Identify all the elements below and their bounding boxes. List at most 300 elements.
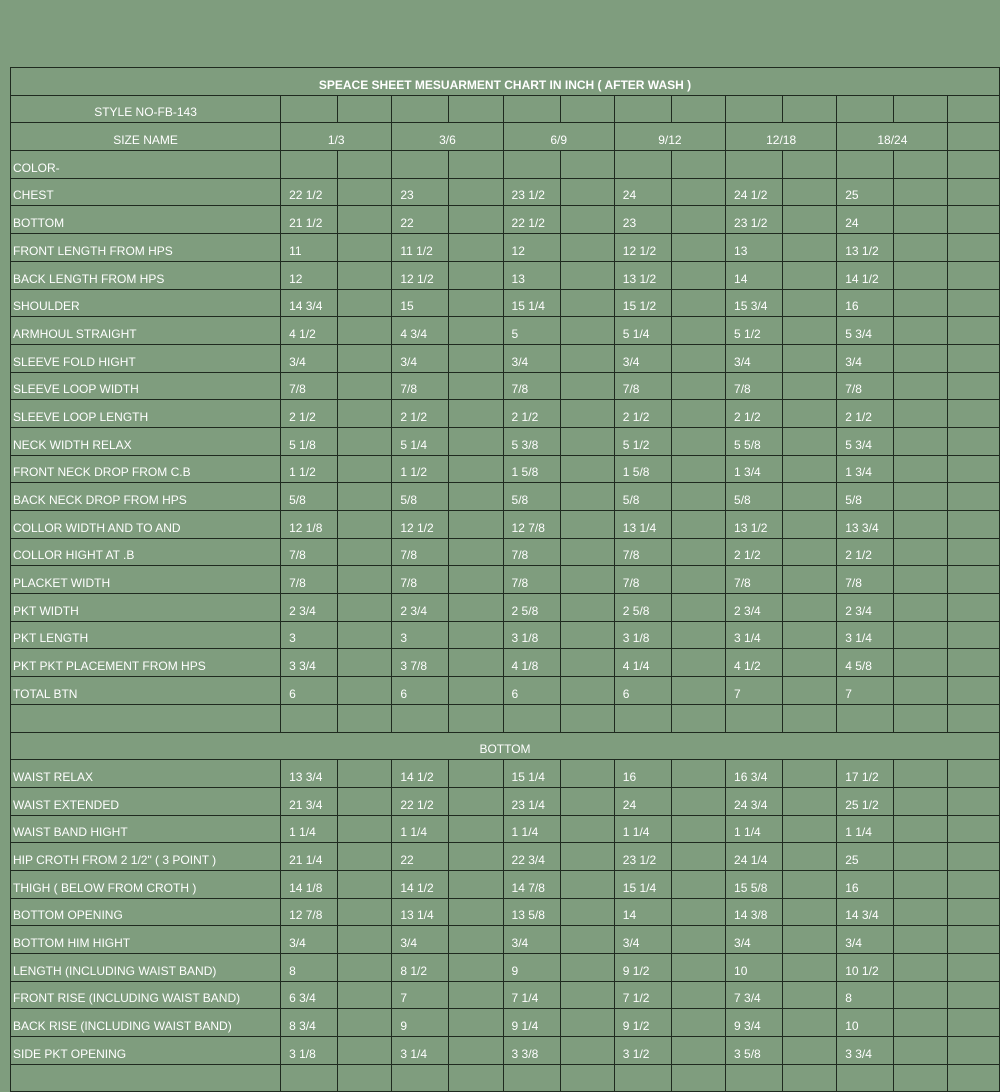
measurement-value: 1 1/2 bbox=[281, 455, 338, 483]
measurement-label: PKT PKT PLACEMENT FROM HPS bbox=[11, 649, 281, 677]
bottom-measurement-row bbox=[11, 870, 1000, 898]
measurement-value: 7/8 bbox=[392, 566, 449, 594]
bottom-section-row bbox=[11, 732, 1000, 760]
measurement-value: 3/4 bbox=[392, 926, 449, 954]
empty-cell bbox=[783, 1064, 837, 1092]
empty-cell bbox=[338, 870, 392, 898]
empty-cell bbox=[503, 704, 560, 732]
empty-cell bbox=[894, 289, 948, 317]
measurement-value: 7/8 bbox=[837, 372, 894, 400]
empty-cell bbox=[671, 455, 725, 483]
top-measurement-row bbox=[11, 372, 1000, 400]
empty-cell bbox=[560, 206, 614, 234]
measurement-value: 3/4 bbox=[837, 344, 894, 372]
empty-cell bbox=[783, 870, 837, 898]
measurement-value: 3 1/2 bbox=[614, 1037, 671, 1065]
empty-cell bbox=[503, 1064, 560, 1092]
measurement-value: 12 1/8 bbox=[281, 511, 338, 539]
empty-cell bbox=[783, 704, 837, 732]
measurement-value: 16 bbox=[614, 760, 671, 788]
empty-cell bbox=[671, 898, 725, 926]
measurement-value: 15 3/4 bbox=[726, 289, 783, 317]
empty-cell bbox=[560, 843, 614, 871]
measurement-value: 5/8 bbox=[392, 483, 449, 511]
empty-cell bbox=[671, 261, 725, 289]
measurement-value: 3 bbox=[392, 621, 449, 649]
measurement-value: 15 1/4 bbox=[614, 870, 671, 898]
measurement-label: FRONT NECK DROP FROM C.B bbox=[11, 455, 281, 483]
measurement-value: 7/8 bbox=[392, 538, 449, 566]
measurement-value: 1 1/4 bbox=[281, 815, 338, 843]
empty-cell bbox=[671, 566, 725, 594]
measurement-value: 24 1/4 bbox=[726, 843, 783, 871]
spacer-row bbox=[11, 704, 1000, 732]
top-measurement-row bbox=[11, 621, 1000, 649]
measurement-value: 25 bbox=[837, 178, 894, 206]
measurement-value: 2 1/2 bbox=[392, 400, 449, 428]
measurement-value: 2 1/2 bbox=[837, 400, 894, 428]
measurement-value: 6 bbox=[503, 677, 560, 705]
measurement-label: THIGH ( BELOW FROM CROTH ) bbox=[11, 870, 281, 898]
empty-cell bbox=[894, 843, 948, 871]
top-measurement-row bbox=[11, 178, 1000, 206]
measurement-value: 3 1/8 bbox=[281, 1037, 338, 1065]
measurement-value: 24 bbox=[837, 206, 894, 234]
measurement-value: 16 3/4 bbox=[726, 760, 783, 788]
empty-cell bbox=[894, 926, 948, 954]
measurement-value: 2 1/2 bbox=[726, 538, 783, 566]
measurement-value: 3 bbox=[281, 621, 338, 649]
empty-cell bbox=[671, 870, 725, 898]
empty-cell bbox=[783, 787, 837, 815]
empty-cell bbox=[948, 344, 1000, 372]
measurement-label: FRONT RISE (INCLUDING WAIST BAND) bbox=[11, 981, 281, 1009]
empty-cell bbox=[894, 511, 948, 539]
top-measurement-row bbox=[11, 511, 1000, 539]
empty-cell bbox=[837, 704, 894, 732]
measurement-label: BACK NECK DROP FROM HPS bbox=[11, 483, 281, 511]
measurement-value: 5 3/4 bbox=[837, 427, 894, 455]
empty-cell bbox=[338, 677, 392, 705]
empty-cell bbox=[560, 483, 614, 511]
measurement-value: 21 3/4 bbox=[281, 787, 338, 815]
empty-cell bbox=[449, 261, 503, 289]
top-measurement-row bbox=[11, 538, 1000, 566]
empty-cell bbox=[671, 926, 725, 954]
measurement-label: COLLOR HIGHT AT .B bbox=[11, 538, 281, 566]
measurement-label: SLEEVE LOOP LENGTH bbox=[11, 400, 281, 428]
measurement-value: 3/4 bbox=[503, 344, 560, 372]
empty-cell bbox=[894, 234, 948, 262]
style-row bbox=[11, 95, 1000, 123]
empty-cell bbox=[783, 400, 837, 428]
measurement-value: 21 1/2 bbox=[281, 206, 338, 234]
measurement-value: 7/8 bbox=[392, 372, 449, 400]
empty-cell bbox=[338, 344, 392, 372]
empty-cell bbox=[783, 898, 837, 926]
empty-cell bbox=[560, 427, 614, 455]
size-header: 1/3 bbox=[281, 123, 392, 151]
measurement-value: 4 1/4 bbox=[614, 649, 671, 677]
measurement-value: 6 bbox=[281, 677, 338, 705]
empty-cell bbox=[449, 843, 503, 871]
measurement-value: 7 bbox=[392, 981, 449, 1009]
empty-cell bbox=[948, 317, 1000, 345]
empty-cell bbox=[671, 760, 725, 788]
empty-cell bbox=[449, 538, 503, 566]
measurement-value: 3/4 bbox=[837, 926, 894, 954]
measurement-value: 23 1/2 bbox=[503, 178, 560, 206]
empty-cell bbox=[338, 400, 392, 428]
empty-cell bbox=[671, 372, 725, 400]
empty-cell bbox=[449, 760, 503, 788]
measurement-chart-table bbox=[10, 67, 1000, 1092]
measurement-value: 5 1/2 bbox=[614, 427, 671, 455]
measurement-label: WAIST BAND HIGHT bbox=[11, 815, 281, 843]
empty-cell bbox=[948, 843, 1000, 871]
measurement-value: 7/8 bbox=[837, 566, 894, 594]
empty-cell bbox=[560, 344, 614, 372]
measurement-value: 12 bbox=[503, 234, 560, 262]
measurement-value: 3/4 bbox=[726, 344, 783, 372]
measurement-value: 7/8 bbox=[614, 538, 671, 566]
measurement-label: PKT LENGTH bbox=[11, 621, 281, 649]
measurement-value: 13 bbox=[503, 261, 560, 289]
measurement-value: 3 3/4 bbox=[837, 1037, 894, 1065]
empty-cell bbox=[783, 455, 837, 483]
empty-cell bbox=[449, 317, 503, 345]
measurement-value: 1 1/4 bbox=[503, 815, 560, 843]
empty-cell bbox=[560, 261, 614, 289]
empty-cell bbox=[783, 815, 837, 843]
measurement-value: 16 bbox=[837, 870, 894, 898]
measurement-value: 12 1/2 bbox=[392, 511, 449, 539]
empty-cell bbox=[560, 704, 614, 732]
empty-cell bbox=[560, 787, 614, 815]
top-measurement-row bbox=[11, 427, 1000, 455]
measurement-value: 17 1/2 bbox=[837, 760, 894, 788]
measurement-value: 6 bbox=[614, 677, 671, 705]
measurement-value: 14 1/8 bbox=[281, 870, 338, 898]
bottom-measurement-row bbox=[11, 843, 1000, 871]
measurement-value: 14 bbox=[726, 261, 783, 289]
empty-cell bbox=[671, 843, 725, 871]
measurement-value: 5 1/4 bbox=[392, 427, 449, 455]
empty-cell bbox=[783, 206, 837, 234]
empty-cell bbox=[11, 1064, 281, 1092]
measurement-value: 7 bbox=[837, 677, 894, 705]
empty-cell bbox=[894, 206, 948, 234]
empty-cell bbox=[281, 1064, 338, 1092]
empty-cell bbox=[281, 95, 338, 123]
empty-cell bbox=[671, 594, 725, 622]
empty-cell bbox=[614, 95, 671, 123]
empty-cell bbox=[948, 870, 1000, 898]
measurement-value: 25 1/2 bbox=[837, 787, 894, 815]
empty-cell bbox=[783, 926, 837, 954]
measurement-value: 4 1/2 bbox=[281, 317, 338, 345]
empty-cell bbox=[783, 372, 837, 400]
empty-cell bbox=[338, 954, 392, 982]
empty-cell bbox=[948, 898, 1000, 926]
measurement-value: 23 bbox=[392, 178, 449, 206]
empty-cell bbox=[338, 649, 392, 677]
measurement-value: 7/8 bbox=[614, 372, 671, 400]
empty-cell bbox=[560, 511, 614, 539]
bottom-section-header: BOTTOM bbox=[11, 732, 1000, 760]
empty-cell bbox=[783, 1037, 837, 1065]
measurement-value: 14 1/2 bbox=[837, 261, 894, 289]
top-measurement-row bbox=[11, 677, 1000, 705]
measurement-value: 14 1/2 bbox=[392, 870, 449, 898]
empty-cell bbox=[338, 234, 392, 262]
measurement-label: SIDE PKT OPENING bbox=[11, 1037, 281, 1065]
empty-cell bbox=[894, 649, 948, 677]
measurement-value: 10 bbox=[837, 1009, 894, 1037]
empty-cell bbox=[726, 704, 783, 732]
measurement-value: 22 1/2 bbox=[503, 206, 560, 234]
empty-cell bbox=[560, 234, 614, 262]
measurement-value: 22 1/2 bbox=[392, 787, 449, 815]
empty-cell bbox=[449, 677, 503, 705]
empty-cell bbox=[894, 815, 948, 843]
empty-cell bbox=[948, 234, 1000, 262]
top-measurement-row bbox=[11, 344, 1000, 372]
measurement-label: CHEST bbox=[11, 178, 281, 206]
measurement-value: 2 1/2 bbox=[837, 538, 894, 566]
measurement-value: 3 1/8 bbox=[503, 621, 560, 649]
empty-cell bbox=[338, 815, 392, 843]
measurement-value: 14 1/2 bbox=[392, 760, 449, 788]
top-measurement-row bbox=[11, 206, 1000, 234]
empty-cell bbox=[614, 704, 671, 732]
empty-cell bbox=[338, 483, 392, 511]
measurement-value: 3 5/8 bbox=[726, 1037, 783, 1065]
measurement-value: 3 1/4 bbox=[392, 1037, 449, 1065]
empty-cell bbox=[783, 981, 837, 1009]
measurement-value: 7/8 bbox=[726, 566, 783, 594]
top-measurement-row bbox=[11, 317, 1000, 345]
measurement-value: 12 1/2 bbox=[614, 234, 671, 262]
measurement-label: WAIST EXTENDED bbox=[11, 787, 281, 815]
empty-cell bbox=[948, 511, 1000, 539]
top-measurement-row bbox=[11, 483, 1000, 511]
measurement-value: 21 1/4 bbox=[281, 843, 338, 871]
empty-cell bbox=[894, 455, 948, 483]
measurement-value: 14 3/4 bbox=[837, 898, 894, 926]
spacer-row bbox=[11, 1064, 1000, 1092]
empty-cell bbox=[560, 815, 614, 843]
measurement-value: 10 bbox=[726, 954, 783, 982]
measurement-value: 3 3/4 bbox=[281, 649, 338, 677]
measurement-value: 24 1/2 bbox=[726, 178, 783, 206]
empty-cell bbox=[338, 427, 392, 455]
measurement-value: 11 bbox=[281, 234, 338, 262]
empty-cell bbox=[449, 206, 503, 234]
empty-cell bbox=[894, 1037, 948, 1065]
top-measurement-row bbox=[11, 289, 1000, 317]
measurement-value: 23 bbox=[614, 206, 671, 234]
empty-cell bbox=[783, 594, 837, 622]
empty-cell bbox=[671, 427, 725, 455]
empty-cell bbox=[449, 1009, 503, 1037]
measurement-value: 2 3/4 bbox=[392, 594, 449, 622]
measurement-value: 2 1/2 bbox=[503, 400, 560, 428]
measurement-value: 15 1/4 bbox=[503, 289, 560, 317]
measurement-value: 9 1/4 bbox=[503, 1009, 560, 1037]
empty-cell bbox=[560, 372, 614, 400]
empty-cell bbox=[783, 95, 837, 123]
empty-cell bbox=[894, 178, 948, 206]
empty-cell bbox=[338, 981, 392, 1009]
empty-cell bbox=[560, 1037, 614, 1065]
empty-cell bbox=[338, 455, 392, 483]
measurement-value: 11 1/2 bbox=[392, 234, 449, 262]
top-measurement-row bbox=[11, 261, 1000, 289]
measurement-label: PKT WIDTH bbox=[11, 594, 281, 622]
measurement-label: BOTTOM OPENING bbox=[11, 898, 281, 926]
empty-cell bbox=[338, 206, 392, 234]
measurement-value: 5/8 bbox=[614, 483, 671, 511]
measurement-value: 1 5/8 bbox=[614, 455, 671, 483]
empty-cell bbox=[449, 289, 503, 317]
measurement-value: 7/8 bbox=[281, 372, 338, 400]
top-measurement-row bbox=[11, 400, 1000, 428]
empty-cell bbox=[338, 621, 392, 649]
empty-cell bbox=[948, 427, 1000, 455]
empty-cell bbox=[948, 787, 1000, 815]
color-label: COLOR- bbox=[11, 151, 281, 179]
empty-cell bbox=[671, 538, 725, 566]
empty-cell bbox=[449, 981, 503, 1009]
empty-cell bbox=[281, 704, 338, 732]
empty-cell bbox=[783, 511, 837, 539]
empty-cell bbox=[948, 760, 1000, 788]
measurement-value: 3/4 bbox=[726, 926, 783, 954]
measurement-value: 5 1/4 bbox=[614, 317, 671, 345]
empty-cell bbox=[560, 566, 614, 594]
empty-cell bbox=[894, 483, 948, 511]
measurement-value: 1 5/8 bbox=[503, 455, 560, 483]
empty-cell bbox=[449, 178, 503, 206]
measurement-label: PLACKET WIDTH bbox=[11, 566, 281, 594]
measurement-value: 3 1/4 bbox=[726, 621, 783, 649]
empty-cell bbox=[449, 649, 503, 677]
measurement-value: 24 bbox=[614, 178, 671, 206]
measurement-value: 5 5/8 bbox=[726, 427, 783, 455]
empty-cell bbox=[671, 400, 725, 428]
measurement-value: 10 1/2 bbox=[837, 954, 894, 982]
empty-cell bbox=[783, 427, 837, 455]
measurement-label: WAIST RELAX bbox=[11, 760, 281, 788]
empty-cell bbox=[948, 123, 1000, 151]
measurement-value: 15 1/2 bbox=[614, 289, 671, 317]
empty-cell bbox=[560, 898, 614, 926]
empty-cell bbox=[449, 926, 503, 954]
measurement-value: 1 1/4 bbox=[837, 815, 894, 843]
empty-cell bbox=[338, 178, 392, 206]
measurement-value: 4 3/4 bbox=[392, 317, 449, 345]
empty-cell bbox=[948, 815, 1000, 843]
measurement-label: LENGTH (INCLUDING WAIST BAND) bbox=[11, 954, 281, 982]
empty-cell bbox=[671, 1064, 725, 1092]
measurement-value: 3 1/8 bbox=[614, 621, 671, 649]
measurement-value: 24 3/4 bbox=[726, 787, 783, 815]
empty-cell bbox=[560, 981, 614, 1009]
measurement-value: 7/8 bbox=[503, 566, 560, 594]
measurement-value: 5/8 bbox=[837, 483, 894, 511]
measurement-value: 9 bbox=[503, 954, 560, 982]
empty-cell bbox=[449, 566, 503, 594]
empty-cell bbox=[783, 954, 837, 982]
empty-cell bbox=[338, 926, 392, 954]
empty-cell bbox=[338, 1037, 392, 1065]
empty-cell bbox=[894, 981, 948, 1009]
measurement-value: 5 1/8 bbox=[281, 427, 338, 455]
title-row bbox=[11, 68, 1000, 96]
empty-cell bbox=[894, 704, 948, 732]
measurement-value: 5/8 bbox=[726, 483, 783, 511]
empty-cell bbox=[560, 677, 614, 705]
empty-cell bbox=[449, 1064, 503, 1092]
empty-cell bbox=[560, 400, 614, 428]
measurement-value: 8 bbox=[837, 981, 894, 1009]
chart-title: SPEACE SHEET MESUARMENT CHART IN INCH ( AFTER WASH ) bbox=[11, 68, 1000, 96]
empty-cell bbox=[338, 538, 392, 566]
empty-cell bbox=[894, 372, 948, 400]
empty-cell bbox=[894, 427, 948, 455]
empty-cell bbox=[338, 95, 392, 123]
measurement-value: 12 bbox=[281, 261, 338, 289]
measurement-value: 4 1/2 bbox=[726, 649, 783, 677]
bottom-measurement-row bbox=[11, 981, 1000, 1009]
measurement-value: 12 1/2 bbox=[392, 261, 449, 289]
color-row bbox=[11, 151, 1000, 179]
empty-cell bbox=[449, 787, 503, 815]
empty-cell bbox=[449, 427, 503, 455]
measurement-value: 14 3/4 bbox=[281, 289, 338, 317]
bottom-measurement-row bbox=[11, 787, 1000, 815]
measurement-label: SLEEVE FOLD HIGHT bbox=[11, 344, 281, 372]
empty-cell bbox=[783, 261, 837, 289]
empty-cell bbox=[948, 1037, 1000, 1065]
empty-cell bbox=[338, 760, 392, 788]
measurement-value: 8 3/4 bbox=[281, 1009, 338, 1037]
measurement-value: 3 7/8 bbox=[392, 649, 449, 677]
empty-cell bbox=[671, 344, 725, 372]
empty-cell bbox=[783, 621, 837, 649]
measurement-value: 2 5/8 bbox=[503, 594, 560, 622]
measurement-value: 2 5/8 bbox=[614, 594, 671, 622]
empty-cell bbox=[837, 151, 894, 179]
measurement-value: 22 3/4 bbox=[503, 843, 560, 871]
empty-cell bbox=[560, 926, 614, 954]
empty-cell bbox=[338, 1009, 392, 1037]
empty-cell bbox=[894, 566, 948, 594]
empty-cell bbox=[783, 649, 837, 677]
measurement-value: 23 1/2 bbox=[726, 206, 783, 234]
measurement-value: 3/4 bbox=[503, 926, 560, 954]
measurement-value: 7 1/2 bbox=[614, 981, 671, 1009]
size-header: 9/12 bbox=[614, 123, 725, 151]
measurement-label: BACK LENGTH FROM HPS bbox=[11, 261, 281, 289]
bottom-measurement-row bbox=[11, 954, 1000, 982]
empty-cell bbox=[894, 954, 948, 982]
measurement-value: 2 1/2 bbox=[726, 400, 783, 428]
empty-cell bbox=[449, 234, 503, 262]
measurement-label: TOTAL BTN bbox=[11, 677, 281, 705]
empty-cell bbox=[948, 178, 1000, 206]
